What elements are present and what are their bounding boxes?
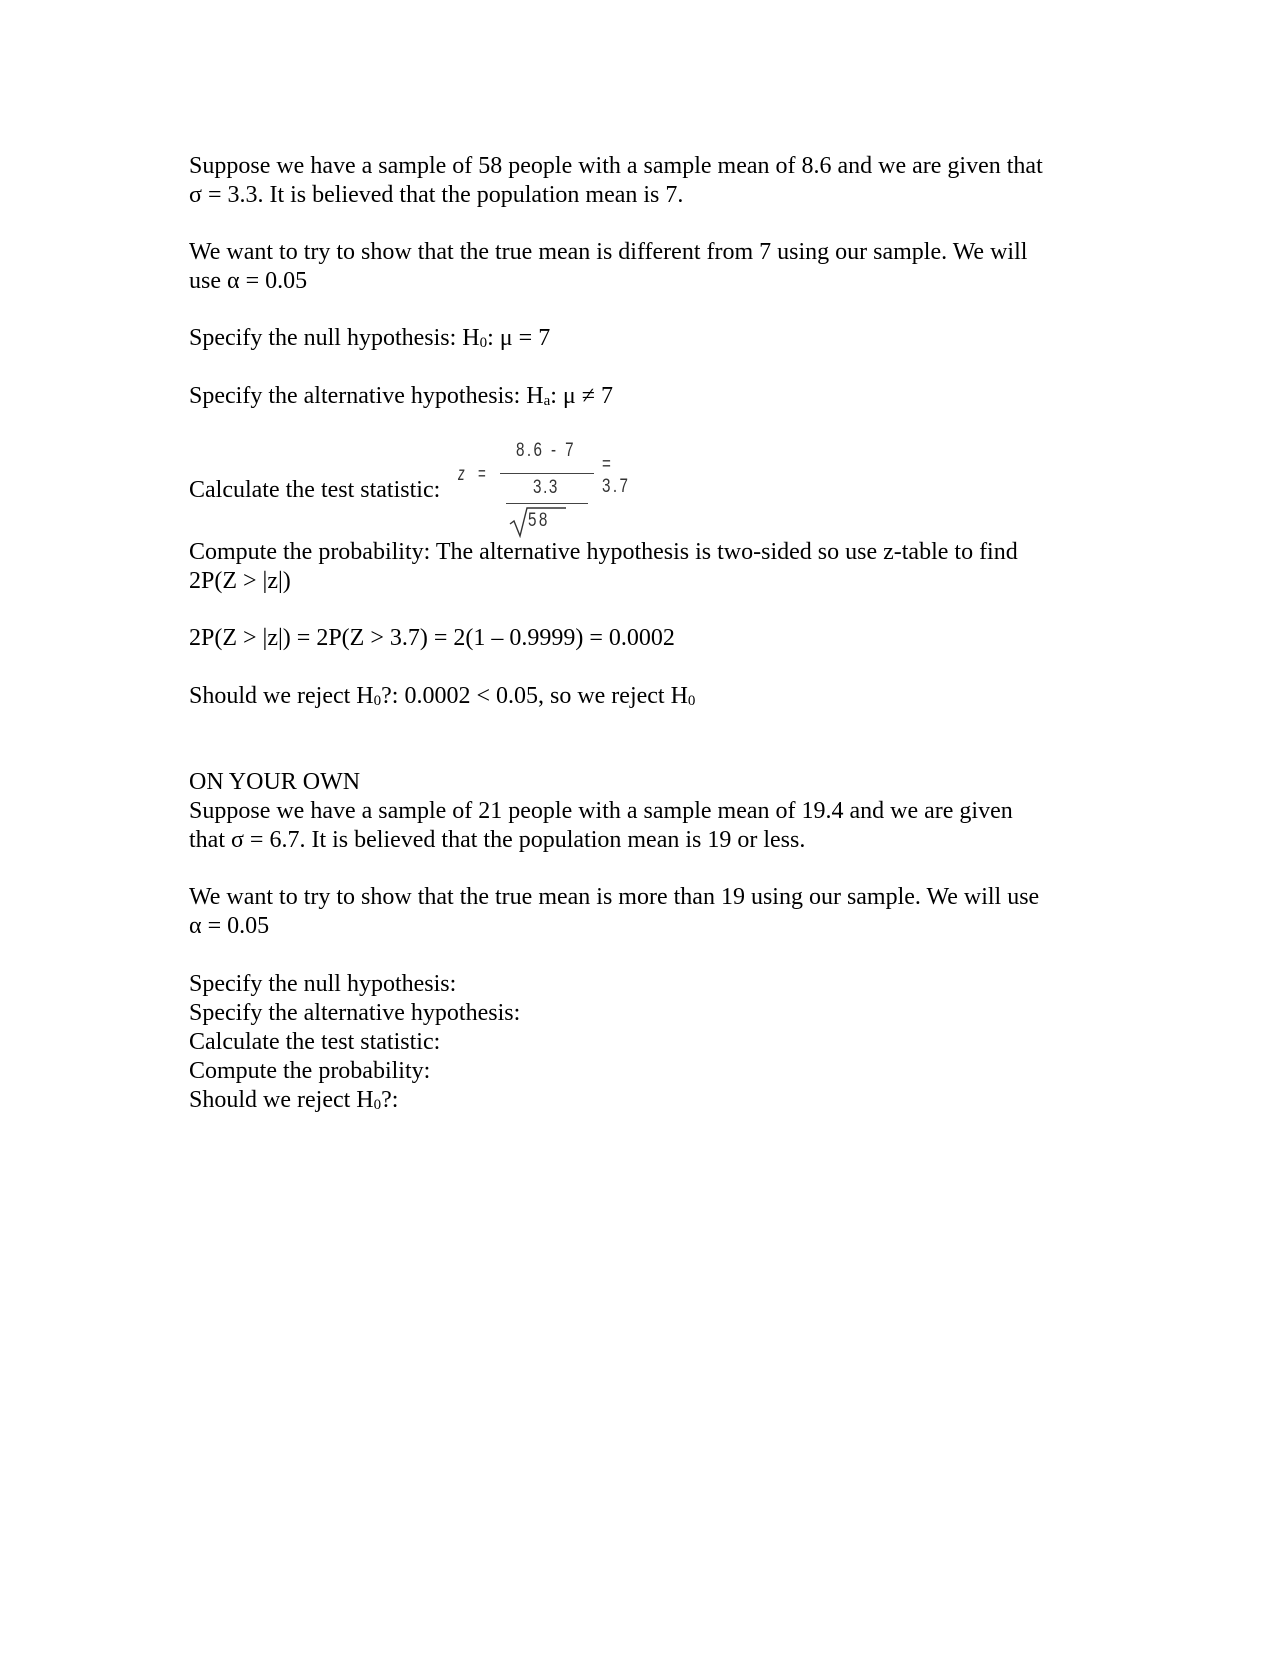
formula-radicand: 58 xyxy=(528,510,550,531)
example-goal xyxy=(189,238,1119,296)
test-statistic-formula xyxy=(458,436,648,540)
example-null-hypothesis xyxy=(189,324,1119,353)
exercise-q-alt: Specify the alternative hypothesis: xyxy=(189,1000,521,1026)
exercise-reject-subscript: 0 xyxy=(373,1097,382,1113)
exercise-q-prob: Compute the probability: xyxy=(189,1058,431,1084)
exercise-reject-label: Should we reject H xyxy=(189,1087,374,1113)
example-intro-line-1: Suppose we have a sample of 58 people with a sample mean of 8.6 and we are given that xyxy=(189,153,1043,179)
exercise-goal-line-2: α = 0.05 xyxy=(189,913,270,939)
exercise-q-stat: Calculate the test statistic: xyxy=(189,1029,441,1055)
example-goal-line-1: We want to try to show that the true mean is different from 7 using our sample. We will xyxy=(189,239,1028,265)
exercise-q-reject xyxy=(189,1086,1119,1115)
exercise-questions xyxy=(189,970,1119,1115)
formula-denominator: 3.3 xyxy=(533,477,559,498)
example-reject-decision xyxy=(189,682,1119,711)
exercise-q-null: Specify the null hypothesis: xyxy=(189,971,457,997)
formula-numerator: 8.6 - 7 xyxy=(516,440,576,461)
alt-hypothesis-label: Specify the alternative hypothesis: H xyxy=(189,383,544,409)
reject-subscript: 0 xyxy=(373,693,382,709)
exercise-section xyxy=(189,768,1119,855)
example-intro xyxy=(189,152,1119,210)
formula-equals: = xyxy=(478,464,486,485)
example-goal-line-2: use α = 0.05 xyxy=(189,268,308,294)
exercise-goal xyxy=(189,883,1119,941)
formula-sqrt xyxy=(508,506,568,538)
null-hypothesis-label: Specify the null hypothesis: H xyxy=(189,325,480,351)
exercise-reject-rest: ?: xyxy=(381,1087,399,1113)
formula-result: = 3.7 xyxy=(602,454,631,497)
formula-z: z xyxy=(458,464,465,485)
null-subscript: 0 xyxy=(479,335,488,351)
alt-subscript: a xyxy=(543,393,551,409)
formula-fraction-bar xyxy=(500,473,594,474)
example-probability-calc: 2P(Z > |z|) = 2P(Z > 3.7) = 2(1 – 0.9999) = 0.0002 xyxy=(189,625,675,651)
exercise-intro-line-2: that σ = 6.7. It is believed that the population mean is 19 or less. xyxy=(189,827,806,853)
null-hypothesis-value: : μ = 7 xyxy=(487,325,551,351)
reject-value: ?: 0.0002 < 0.05, so we reject H xyxy=(381,683,688,709)
example-probability-line-2: 2P(Z > |z|) xyxy=(189,568,291,594)
exercise-heading: ON YOUR OWN xyxy=(189,769,361,795)
exercise-intro-line-1: Suppose we have a sample of 21 people with a sample mean of 19.4 and we are given xyxy=(189,798,1013,824)
reject-label: Should we reject H xyxy=(189,683,374,709)
reject-subscript-2: 0 xyxy=(687,693,696,709)
exercise-goal-line-1: We want to try to show that the true mean is more than 19 using our sample. We will use xyxy=(189,884,1040,910)
example-probability xyxy=(189,538,1119,596)
example-intro-line-2: σ = 3.3. It is believed that the population mean is 7. xyxy=(189,182,684,208)
example-probability-line-1: Compute the probability: The alternative hypothesis is two-sided so use z-table to find xyxy=(189,539,1018,565)
alt-hypothesis-value: : μ ≠ 7 xyxy=(550,383,613,409)
example-test-statistic-label: Calculate the test statistic: xyxy=(189,477,441,503)
formula-sub-fraction-bar xyxy=(506,503,588,504)
example-alt-hypothesis xyxy=(189,382,1119,411)
